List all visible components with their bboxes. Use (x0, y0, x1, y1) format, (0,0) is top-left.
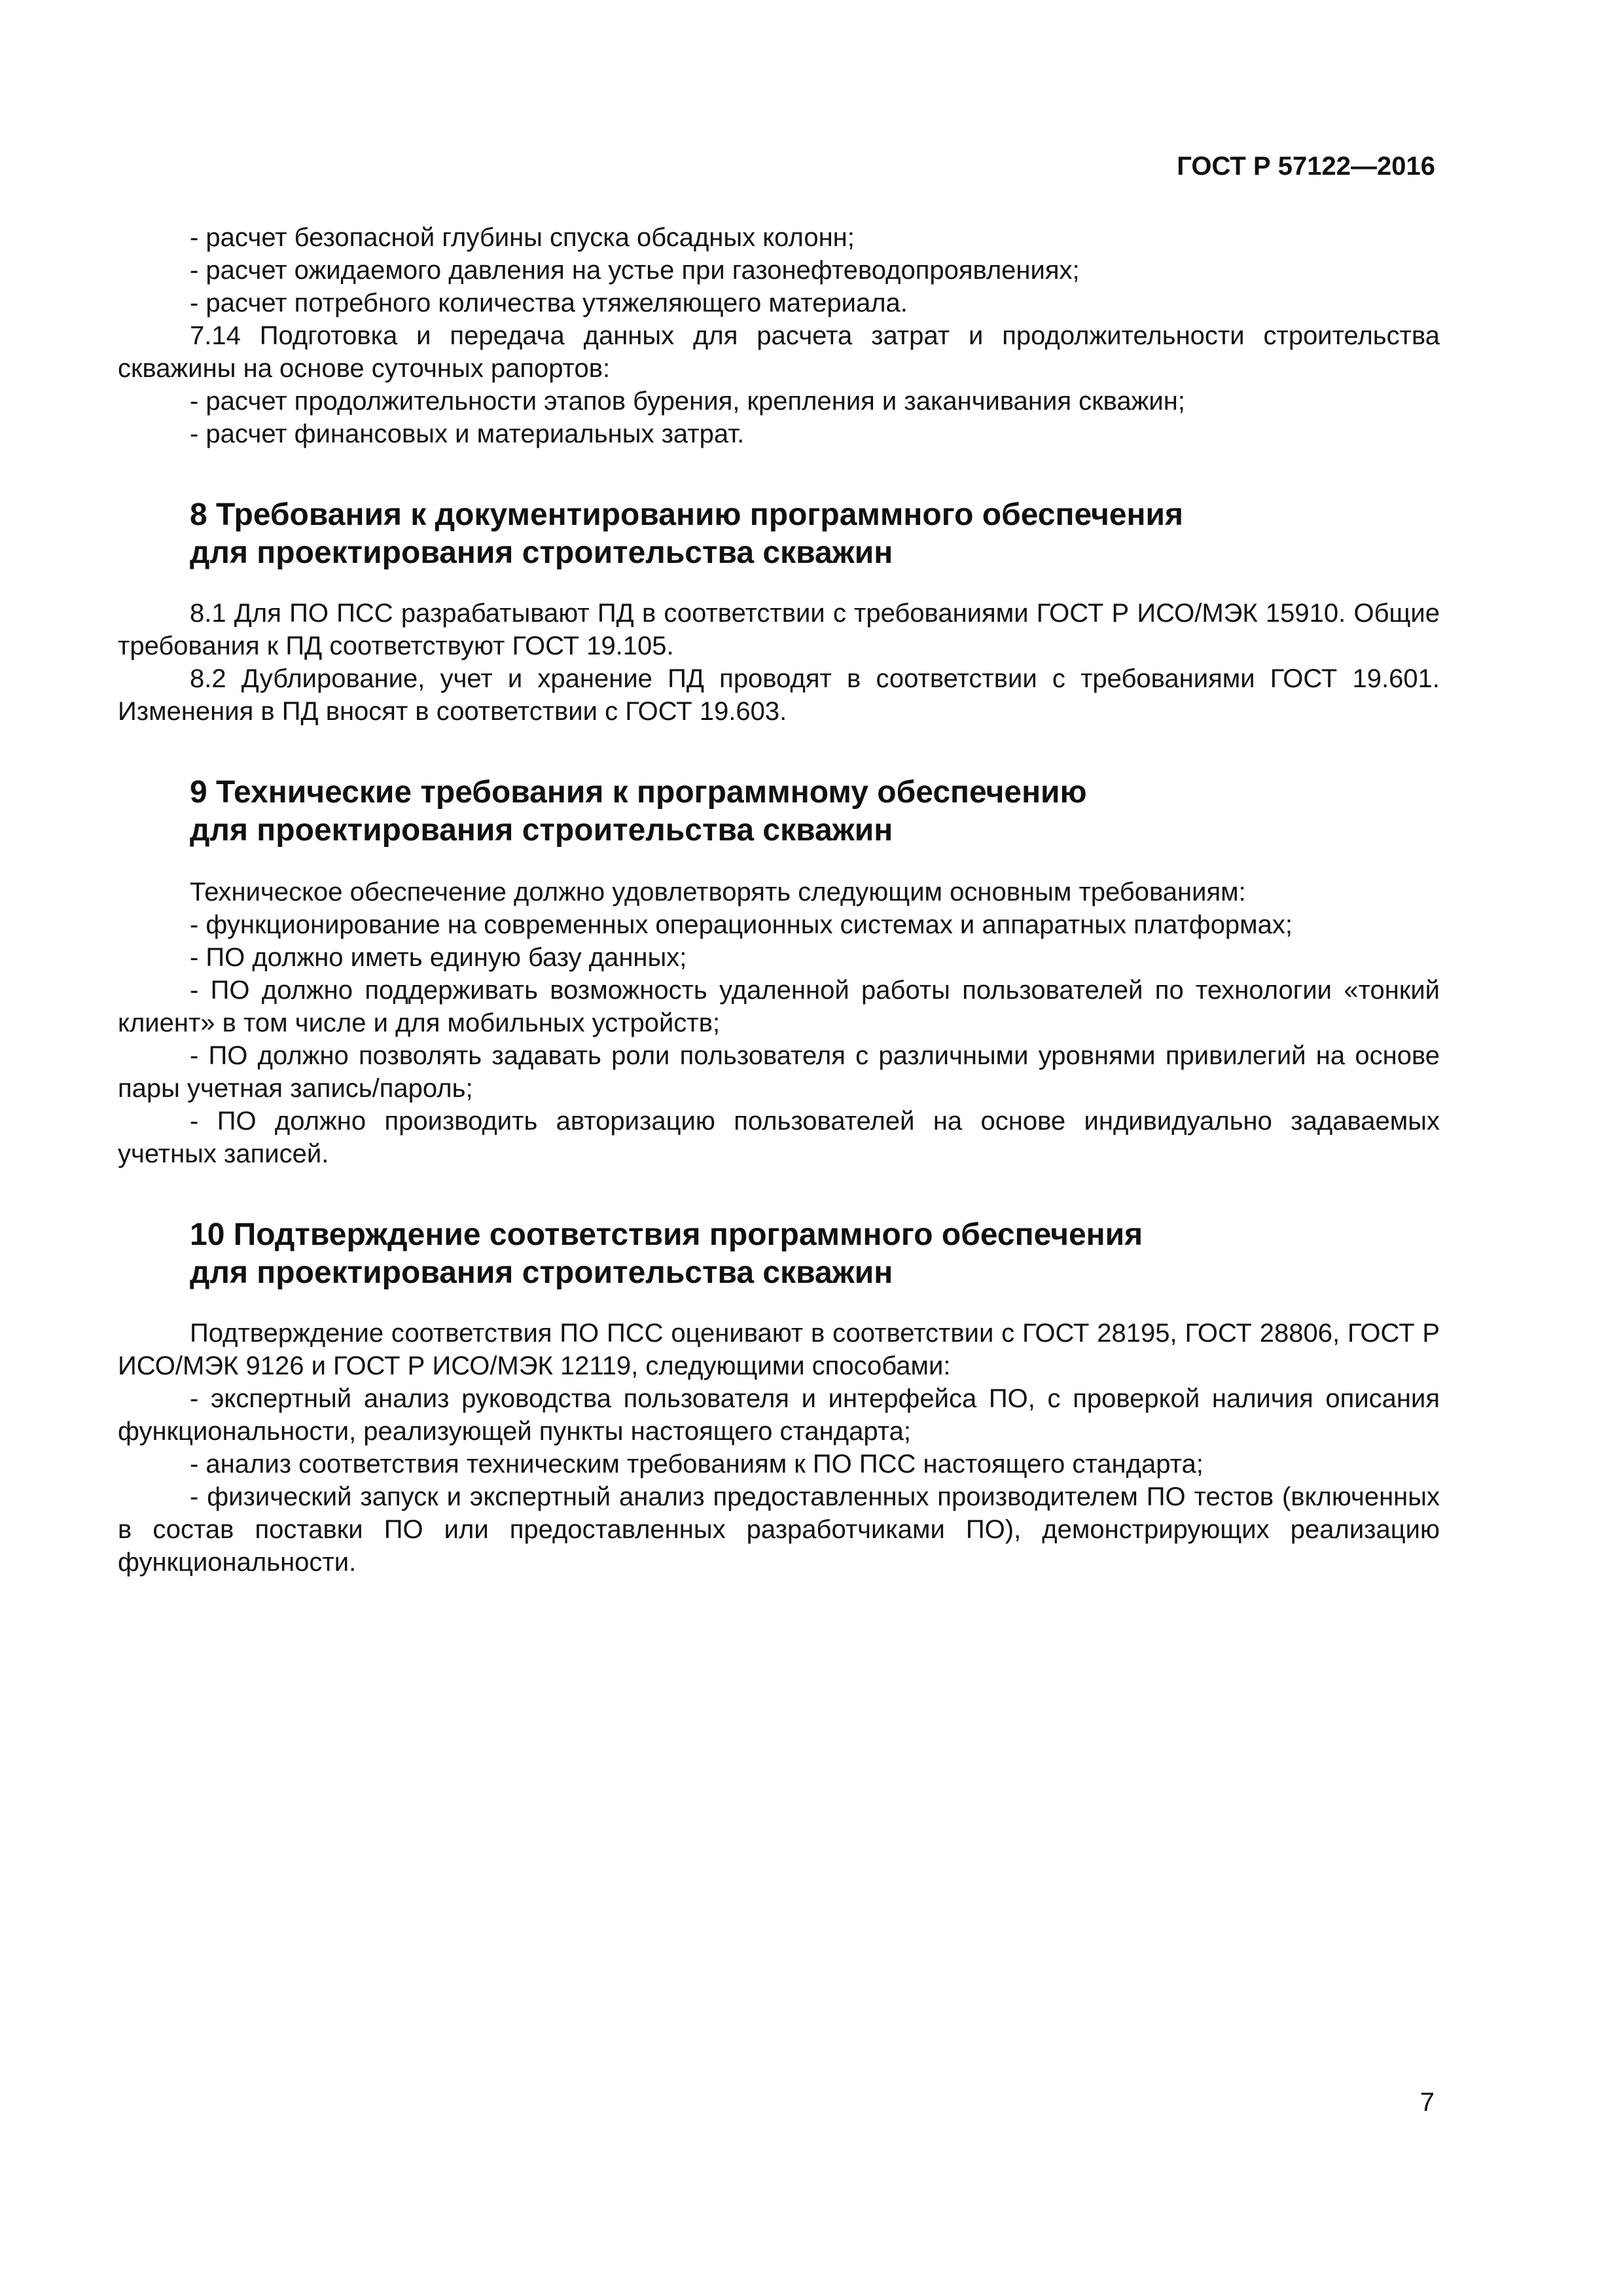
section-10-intro: Подтверждение соответствия ПО ПСС оценивают в соответствии с ГОСТ 28195, ГОСТ 28806, ГОСТ Р ИСО/МЭК 9126 и ГОСТ Р ИСО/МЭК 12119, следующими способами: (118, 1319, 1440, 1380)
list-item-authorization: - ПО должно производить авторизацию пользователей на основе индивидуально задаваемых учетных записей. (118, 1107, 1440, 1168)
list-item-thin-client: - ПО должно поддерживать возможность удаленной работы пользователей по технологии «тонкий клиент» в том числе и для мобильных устройств; (118, 976, 1440, 1037)
section-9-title-line-2: для проектирования строительства скважин (190, 813, 893, 848)
list-item-stage-duration: - расчет продолжительности этапов бурения, крепления и заканчивания скважин; (190, 387, 1185, 416)
list-item-weighting-material: - расчет потребного количества утяжеляющего материала. (190, 289, 908, 317)
document-code-header: ГОСТ Р 57122—2016 (1177, 152, 1435, 181)
list-item-user-roles: - ПО должно позволять задавать роли пользователя с различными уровнями привилегий на основе пары учетная запись/пароль; (118, 1041, 1440, 1103)
page-number: 7 (1419, 2088, 1435, 2117)
section-9-title-line-1: 9 Технические требования к программному обеспечению (190, 775, 1087, 810)
section-9-title (118, 774, 1440, 850)
list-item-single-database: - ПО должно иметь единую базу данных; (190, 943, 687, 972)
section-9-intro: Техническое обеспечение должно удовлетворять следующим основным требованиям: (190, 878, 1246, 906)
list-item-expert-analysis: - экспертный анализ руководства пользователя и интерфейса ПО, с проверкой наличия описания функциональности, реализующей пункты настоящего стандарта; (118, 1384, 1440, 1446)
clause-7-14: 7.14 Подготовка и передача данных для расчета затрат и продолжительности строительства скважины на основе суточных рапортов: (118, 321, 1440, 383)
list-item-compliance-analysis: - анализ соответствия техническим требованиям к ПО ПСС настоящего стандарта; (190, 1450, 1204, 1479)
list-item-physical-run: - физический запуск и экспертный анализ предоставленных производителем ПО тестов (включенных в состав поставки ПО или предоставленных разработчиками ПО), демонстрирующих реализацию функциональности. (118, 1482, 1440, 1577)
list-item-casing-depth: - расчет безопасной глубины спуска обсадных колонн; (190, 223, 855, 252)
section-8-title-line-2: для проектирования строительства скважин (190, 535, 893, 570)
list-item-os-platforms: - функционирование на современных операционных системах и аппаратных платформах; (190, 910, 1293, 939)
page-content (118, 221, 1440, 1579)
section-10-title-line-1: 10 Подтверждение соответствия программного обеспечения (190, 1217, 1143, 1252)
section-8-title (118, 496, 1440, 572)
section-10-title (118, 1216, 1440, 1292)
clause-8-2: 8.2 Дублирование, учет и хранение ПД проводят в соответствии с требованиями ГОСТ 19.601. Изменения в ПД вносят в соответствии с ГОСТ 19.603. (118, 664, 1440, 726)
clause-8-1: 8.1 Для ПО ПСС разрабатывают ПД в соответствии с требованиями ГОСТ Р ИСО/МЭК 15910. Общие требования к ПД соответствуют ГОСТ 19.105. (118, 599, 1440, 660)
list-item-wellhead-pressure: - расчет ожидаемого давления на устье при газонефтеводопроявлениях; (190, 256, 1080, 285)
section-10-title-line-2: для проектирования строительства скважин (190, 1255, 893, 1290)
list-item-financial-costs: - расчет финансовых и материальных затрат. (190, 420, 745, 448)
section-8-title-line-1: 8 Требования к документированию программного обеспечения (190, 497, 1184, 532)
